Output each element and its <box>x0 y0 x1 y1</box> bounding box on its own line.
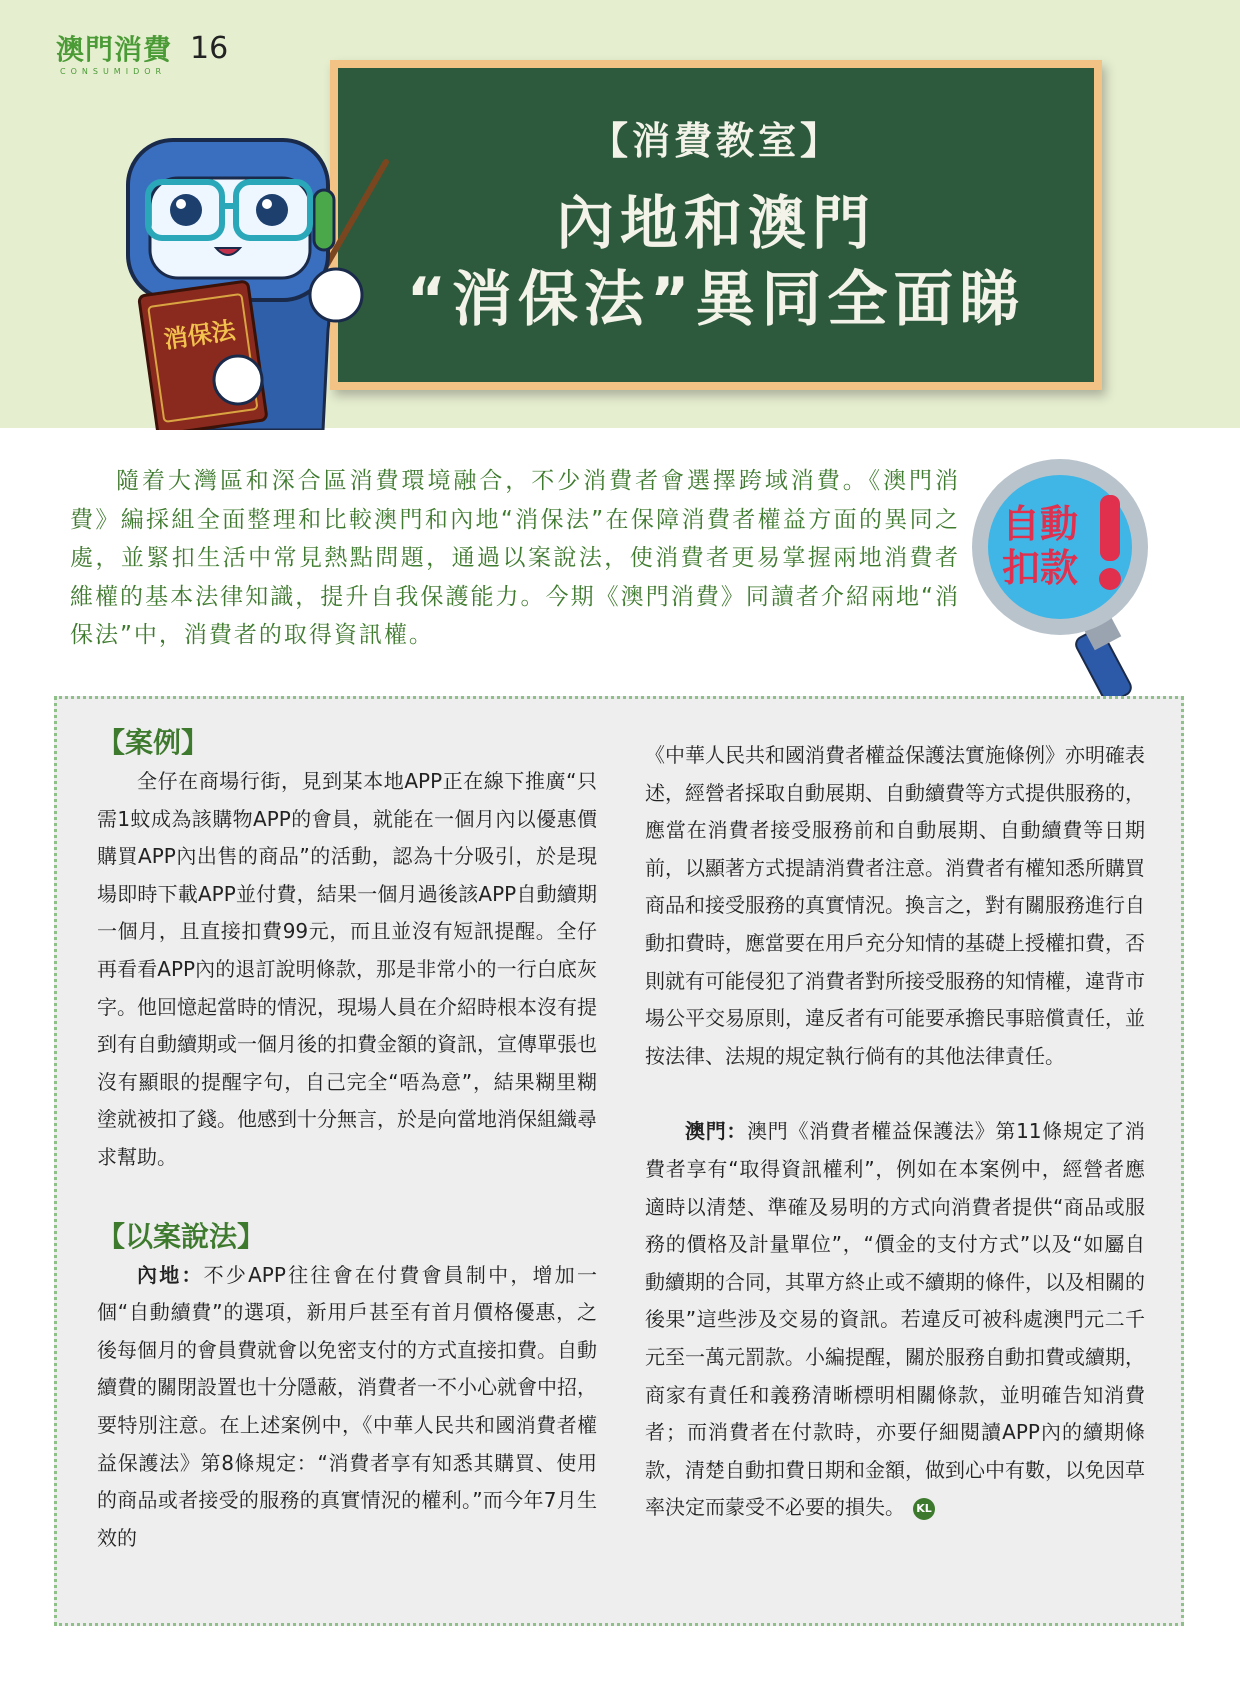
main-title-line2: “消保法”異同全面睇 <box>406 265 1026 335</box>
main-title-line1: 內地和澳門 <box>555 189 876 257</box>
mainland-continued: 《中華人民共和國消費者權益保護法實施條例》亦明確表述，經營者採取自動展期、自動續費等方式提供服務的，應當在消費者接受服務前和自動展期、自動續費等日期前，以顯著方式提請消費者注意。消費者有權知悉所購買商品和接受服務的真實情況。換言之，對有關服務進行自動扣費時，應當要在用戶充分知情的基礎上授權扣費，否則就有可能侵犯了消費者對所接受服務的知情權，違背市場公平交易原則，違反者有可能要承擔民事賠償責任，並按法律、法規的規定執行倘有的其他法律責任。 <box>645 743 1145 1068</box>
badge-line1: 自動 <box>1001 502 1079 546</box>
logo-text: 澳門消費 <box>56 33 173 66</box>
mascot-illustration <box>118 130 398 430</box>
magnifier-badge <box>968 455 1180 705</box>
intro-text: 隨着大灣區和深合區消費環境融合，不少消費者會選擇跨域消費。《澳門消費》編採組全面整理和比較澳門和內地“消保法”在保障消費者權益方面的異同之處，並緊扣生活中常見熱點問題，通過以案說法，使消費者更易掌握兩地消費者維權的基本法律知識，提升自我保護能力。今期《澳門消費》同讀者介紹兩地“消保法”中，消費者的取得資訊權。 <box>70 468 960 648</box>
macau-lead: 澳門： <box>685 1119 748 1144</box>
page-number: 16 <box>190 31 229 66</box>
column-title: 【消費教室】 <box>589 119 842 163</box>
case-body: 全仔在商場行街，見到某本地APP正在線下推廣“只需1蚊成為該購物APP的會員，就能在一個月內以優惠價購買APP內出售的商品”的活動，認為十分吸引，於是現場即時下載APP並付費，結果一個月過後該APP自動續期一個月，且直接扣費99元，而且並沒有短訊提醒。全仔再看看APP內的退訂說明條款，那是非常小的一行白底灰字。他回憶起當時的情況，現場人員在介紹時根本沒有提到有自動續期或一個月後的扣費金額的資訊，宣傳單張也沒有顯眼的提醒字句，自己完全“唔為意”，結果糊里糊塗就被扣了錢。他感到十分無言，於是向當地消保組織尋求幫助。 <box>97 769 597 1169</box>
author-signature: KL <box>913 1498 935 1520</box>
magazine-logo <box>56 31 229 76</box>
mainland-lead: 內地： <box>137 1262 204 1287</box>
left-column <box>97 723 597 1557</box>
case-title: 【案例】 <box>97 726 210 759</box>
logo-subtext: CONSUMIDOR <box>60 67 167 76</box>
mainland-body: 不少APP往往會在付費會員制中，增加一個“自動續費”的選項，新用戶甚至有首月價格優惠，之後每個月的會員費就會以免密支付的方式直接扣費。自動續費的關閉設置也十分隱蔽，消費者一不小心就會中招，要特別注意。在上述案例中，《中華人民共和國消費者權益保護法》第8條規定：“消費者享有知悉其購買、使用的商品或者接受的服務的真實情況的權利。”而今年7月生效的 <box>97 1262 598 1550</box>
intro-paragraph <box>70 462 960 655</box>
macau-body: 澳門《消費者權益保護法》第11條規定了消費者享有“取得資訊權利”，例如在本案例中，經營者應適時以清楚、準確及易明的方式向消費者提供“商品或服務的價格及計量單位”，“價金的支付方式”以及“如屬自動續期的合同，其單方終止或不續期的條件，以及相關的後果”這些涉及交易的資訊。若違反可被科處澳門元二千元至一萬元罰款。小編提醒，關於服務自動扣費或續期，商家有責任和義務清晰標明相關條款，並明確告知消費者；而消費者在付款時，亦要仔細閱讀APP內的續期條款，清楚自動扣費日期和金額，做到心中有數，以免因草率決定而蒙受不必要的損失。 <box>645 1119 1145 1520</box>
law-title: 【以案說法】 <box>97 1219 266 1253</box>
article-panel <box>54 696 1184 1626</box>
macau-paragraph <box>645 1113 1145 1527</box>
right-column <box>645 737 1145 1527</box>
chalkboard-title <box>330 60 1102 390</box>
book-label: 消保法 <box>162 316 238 355</box>
mainland-paragraph <box>97 1257 597 1558</box>
badge-line2: 扣款 <box>1001 546 1079 590</box>
